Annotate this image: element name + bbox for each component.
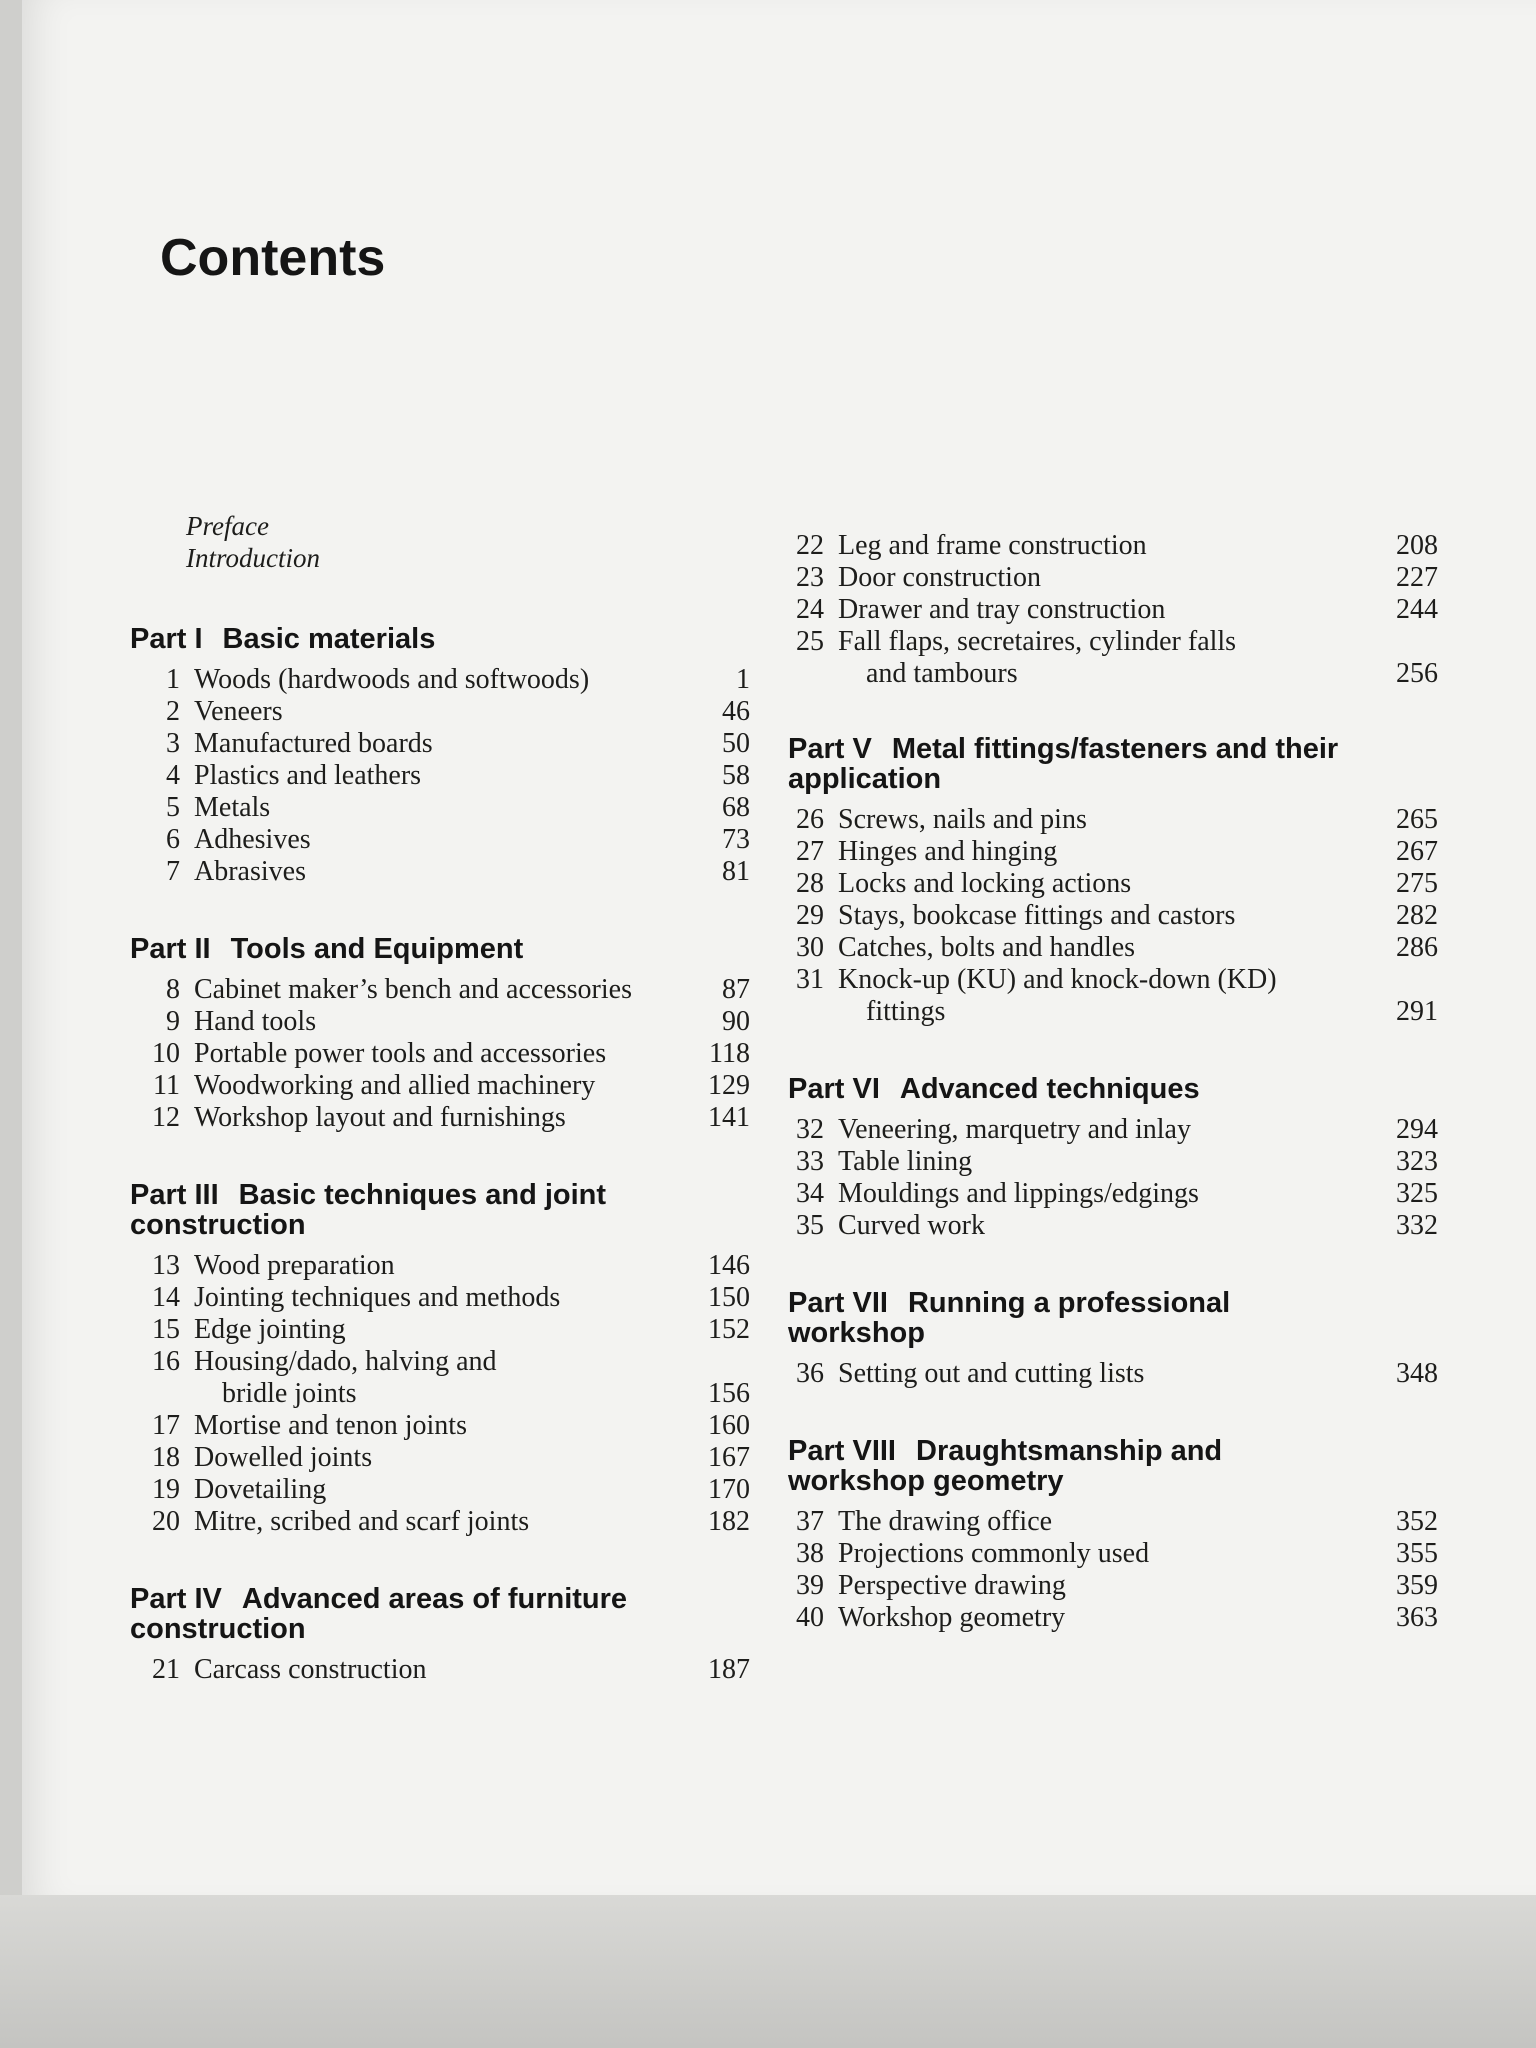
- page-number: 348: [1396, 1358, 1438, 1389]
- page-number: 265: [1396, 804, 1438, 835]
- chapter-number: 30: [796, 932, 824, 963]
- page-number: 359: [1396, 1570, 1438, 1601]
- chapter-entry: [130, 1474, 750, 1506]
- chapter-entry: [130, 760, 750, 792]
- part-label: Part II: [130, 933, 211, 965]
- part-section: [130, 1584, 750, 1686]
- part-title: Draughtsmanship and workshop geometry: [788, 1435, 1223, 1497]
- chapter-title: Leg and frame construction: [838, 530, 1147, 561]
- chapter-number: 37: [796, 1506, 824, 1537]
- chapter-title: Portable power tools and accessories: [194, 1038, 607, 1069]
- chapter-entry: [130, 728, 750, 760]
- chapter-title: [194, 1346, 670, 1410]
- chapter-number: 24: [796, 594, 824, 625]
- chapter-number: 31: [796, 964, 824, 995]
- chapter-entry: [130, 856, 750, 888]
- chapter-title: Table lining: [838, 1146, 973, 1177]
- chapter-title-continuation: fittings: [866, 996, 946, 1027]
- front-matter-preface: Preface: [186, 511, 269, 541]
- page-title: Contents: [160, 229, 386, 287]
- front-matter: [130, 510, 750, 582]
- chapter-number: 29: [796, 900, 824, 931]
- part-title: Metal fittings/fasteners and their application: [788, 733, 1339, 795]
- chapter-number: 23: [796, 562, 824, 593]
- chapter-number: 11: [153, 1070, 180, 1101]
- chapter-title: Dovetailing: [194, 1474, 327, 1505]
- chapter-entry: [130, 1070, 750, 1102]
- chapter-title: Mouldings and lippings/edgings: [838, 1178, 1199, 1209]
- chapter-number: 25: [796, 626, 824, 657]
- chapter-entry: [788, 1506, 1438, 1538]
- chapter-entry: [130, 696, 750, 728]
- chapter-title-continuation: and tambours: [866, 658, 1018, 689]
- chapter-number: 33: [796, 1146, 824, 1177]
- chapter-entry: [788, 1146, 1438, 1178]
- page-number: 160: [708, 1410, 750, 1441]
- part-heading: [788, 1288, 1328, 1348]
- page-number: 129: [708, 1070, 750, 1101]
- chapter-entry: [130, 1250, 750, 1282]
- page-number: 187: [708, 1654, 750, 1685]
- page-number: 286: [1396, 932, 1438, 963]
- chapter-title: Workshop layout and furnishings: [194, 1102, 566, 1133]
- chapter-title: Abrasives: [194, 856, 306, 887]
- part-label: Part IV: [130, 1583, 222, 1615]
- page-number: 90: [722, 1006, 750, 1037]
- chapter-title: Cabinet maker’s bench and accessories: [194, 974, 632, 1005]
- page-bottom-edge: [0, 1895, 1536, 2048]
- chapter-number: 12: [152, 1102, 180, 1133]
- part-title: Advanced techniques: [899, 1073, 1200, 1105]
- chapter-title: [838, 626, 1358, 690]
- book-page: [22, 0, 1536, 1900]
- chapter-number: 3: [166, 728, 180, 759]
- page-number: 146: [708, 1250, 750, 1281]
- page-number: 323: [1396, 1146, 1438, 1177]
- chapter-entry: [788, 1178, 1438, 1210]
- part-heading: [788, 1074, 1438, 1104]
- page-number: 170: [708, 1474, 750, 1505]
- chapter-entry: [788, 1114, 1438, 1146]
- page-number: 118: [709, 1038, 750, 1069]
- chapter-entry: [788, 626, 1438, 690]
- chapter-entry: [788, 1602, 1438, 1634]
- chapter-number: 7: [166, 856, 180, 887]
- part-label: Part VII: [788, 1287, 888, 1319]
- chapter-entry: [788, 868, 1438, 900]
- chapter-title: Jointing techniques and methods: [194, 1282, 561, 1313]
- chapter-title: Hinges and hinging: [838, 836, 1058, 867]
- chapter-number: 15: [152, 1314, 180, 1345]
- part-label: Part III: [130, 1179, 219, 1211]
- part-label: Part VI: [788, 1073, 880, 1105]
- chapter-list: [130, 664, 750, 888]
- chapter-number: 13: [152, 1250, 180, 1281]
- chapter-number: 32: [796, 1114, 824, 1145]
- chapter-title: Perspective drawing: [838, 1570, 1066, 1601]
- chapter-number: 27: [796, 836, 824, 867]
- chapter-title: [838, 964, 1358, 1028]
- page-number: 352: [1396, 1506, 1438, 1537]
- chapter-list: [788, 1358, 1438, 1390]
- chapter-entry: [130, 1654, 750, 1686]
- part-heading: [130, 624, 750, 654]
- chapter-title: Setting out and cutting lists: [838, 1358, 1145, 1389]
- chapter-number: 17: [152, 1410, 180, 1441]
- page-number: 87: [722, 974, 750, 1005]
- chapter-number: 26: [796, 804, 824, 835]
- chapter-entry: [130, 664, 750, 696]
- chapter-number: 6: [166, 824, 180, 855]
- chapter-list: [130, 974, 750, 1134]
- chapter-list: [130, 1654, 750, 1686]
- page-number: 332: [1396, 1210, 1438, 1241]
- page-number: 1: [736, 664, 750, 695]
- chapter-title: Woodworking and allied machinery: [194, 1070, 596, 1101]
- part-section: [788, 1288, 1438, 1390]
- chapter-title-line: Knock-up (KU) and knock-down (KD): [838, 964, 1277, 995]
- chapter-number: 22: [796, 530, 824, 561]
- chapter-entry: [788, 964, 1438, 1028]
- chapter-title: Plastics and leathers: [194, 760, 422, 791]
- chapter-entry: [130, 974, 750, 1006]
- part-heading: [788, 1436, 1348, 1496]
- chapter-title: Hand tools: [194, 1006, 317, 1037]
- chapter-entry: [788, 594, 1438, 626]
- chapter-number: 34: [796, 1178, 824, 1209]
- page-number: 73: [722, 824, 750, 855]
- chapter-entry: [130, 1006, 750, 1038]
- page-number: 267: [1396, 836, 1438, 867]
- chapter-title: Manufactured boards: [194, 728, 433, 759]
- page-number: 141: [708, 1102, 750, 1133]
- part-label: Part V: [788, 733, 872, 765]
- chapter-entry: [788, 562, 1438, 594]
- chapter-entry: [130, 1102, 750, 1134]
- page-number: 208: [1396, 530, 1438, 561]
- chapter-entry: [130, 1038, 750, 1070]
- chapter-number: 18: [152, 1442, 180, 1473]
- chapter-title: Projections commonly used: [838, 1538, 1150, 1569]
- part-section: [788, 734, 1438, 1028]
- chapter-number: 2: [166, 696, 180, 727]
- part-heading: [130, 1180, 670, 1240]
- part-section: [130, 934, 750, 1134]
- chapter-entry: [788, 1358, 1438, 1390]
- chapter-title-line: Fall flaps, secretaires, cylinder falls: [838, 626, 1237, 657]
- page-number: 58: [722, 760, 750, 791]
- part-title: Basic techniques and joint construction: [130, 1179, 607, 1241]
- chapter-list: [788, 804, 1438, 1028]
- page-number: 256: [1396, 658, 1438, 689]
- chapter-entry: [130, 1506, 750, 1538]
- chapter-title: Drawer and tray construction: [838, 594, 1166, 625]
- part-label: Part I: [130, 623, 203, 655]
- page-number: 81: [722, 856, 750, 887]
- chapter-title: Veneering, marquetry and inlay: [838, 1114, 1191, 1145]
- page-number: 227: [1396, 562, 1438, 593]
- page-number: 156: [708, 1378, 750, 1409]
- chapter-entry: [788, 530, 1438, 562]
- part-section: [788, 1436, 1438, 1634]
- chapter-title: The drawing office: [838, 1506, 1053, 1537]
- page-number: 50: [722, 728, 750, 759]
- part-section: [130, 624, 750, 888]
- chapter-title: Edge jointing: [194, 1314, 346, 1345]
- chapter-title-line: Housing/dado, halving and: [194, 1346, 497, 1377]
- part-title: Advanced areas of furniture construction: [130, 1583, 628, 1645]
- chapter-number: 19: [152, 1474, 180, 1505]
- chapter-number: 5: [166, 792, 180, 823]
- chapter-entry: [788, 900, 1438, 932]
- page-number: 363: [1396, 1602, 1438, 1633]
- chapter-entry: [130, 792, 750, 824]
- chapter-number: 1: [166, 664, 180, 695]
- contents-right-column: [788, 530, 1438, 1634]
- chapter-title: Veneers: [194, 696, 283, 727]
- contents-left-column: [130, 510, 750, 1686]
- chapter-entry: [788, 932, 1438, 964]
- chapter-title: Door construction: [838, 562, 1041, 593]
- chapter-entry: [130, 1410, 750, 1442]
- chapter-number: 4: [166, 760, 180, 791]
- show-through-text: [162, 70, 178, 132]
- chapter-title: Locks and locking actions: [838, 868, 1132, 899]
- page-number: 167: [708, 1442, 750, 1473]
- chapter-title: Catches, bolts and handles: [838, 932, 1136, 963]
- chapter-number: 20: [152, 1506, 180, 1537]
- page-number: 291: [1396, 996, 1438, 1027]
- chapter-title: Stays, bookcase fittings and castors: [838, 900, 1236, 931]
- chapter-number: 39: [796, 1570, 824, 1601]
- part-section: [788, 530, 1438, 690]
- part-section: [130, 1180, 750, 1538]
- chapter-title: Woods (hardwoods and softwoods): [194, 664, 590, 695]
- part-label: Part VIII: [788, 1435, 896, 1467]
- chapter-number: 21: [152, 1654, 180, 1685]
- chapter-number: 14: [152, 1282, 180, 1313]
- part-heading: [130, 934, 750, 964]
- page-number: 355: [1396, 1538, 1438, 1569]
- chapter-list: [130, 1250, 750, 1538]
- part-title: Running a professional workshop: [788, 1287, 1231, 1349]
- chapter-number: 36: [796, 1358, 824, 1389]
- page-number: 152: [708, 1314, 750, 1345]
- part-section: [788, 1074, 1438, 1242]
- chapter-entry: [130, 1442, 750, 1474]
- chapter-entry: [788, 836, 1438, 868]
- chapter-number: 16: [152, 1346, 180, 1377]
- chapter-number: 38: [796, 1538, 824, 1569]
- chapter-number: 28: [796, 868, 824, 899]
- chapter-entry: [788, 1538, 1438, 1570]
- chapter-title: Screws, nails and pins: [838, 804, 1087, 835]
- chapter-title: Dowelled joints: [194, 1442, 373, 1473]
- chapter-title: Adhesives: [194, 824, 311, 855]
- part-title: Basic materials: [222, 623, 436, 655]
- chapter-entry: [130, 1314, 750, 1346]
- chapter-number: 9: [166, 1006, 180, 1037]
- chapter-title: Curved work: [838, 1210, 985, 1241]
- page-number: 150: [708, 1282, 750, 1313]
- chapter-list: [788, 1506, 1438, 1634]
- part-title: Tools and Equipment: [230, 933, 524, 965]
- part-heading: [130, 1584, 710, 1644]
- chapter-number: 10: [152, 1038, 180, 1069]
- page-number: 182: [708, 1506, 750, 1537]
- page-number: 244: [1396, 594, 1438, 625]
- front-matter-introduction: Introduction: [186, 543, 320, 573]
- chapter-number: 40: [796, 1602, 824, 1633]
- chapter-title-continuation: bridle joints: [222, 1378, 357, 1409]
- chapter-number: 8: [166, 974, 180, 1005]
- part-heading: [788, 734, 1438, 794]
- chapter-title: Carcass construction: [194, 1654, 427, 1685]
- chapter-entry: [130, 1282, 750, 1314]
- chapter-list: [788, 1114, 1438, 1242]
- chapter-title: Workshop geometry: [838, 1602, 1066, 1633]
- page-number: 294: [1396, 1114, 1438, 1145]
- chapter-entry: [130, 824, 750, 856]
- chapter-entry: [788, 1210, 1438, 1242]
- chapter-list: [788, 530, 1438, 690]
- chapter-title: Mitre, scribed and scarf joints: [194, 1506, 530, 1537]
- chapter-number: 35: [796, 1210, 824, 1241]
- page-number: 275: [1396, 868, 1438, 899]
- page-number: 325: [1396, 1178, 1438, 1209]
- chapter-entry: [788, 804, 1438, 836]
- chapter-title: Wood preparation: [194, 1250, 395, 1281]
- chapter-entry: [130, 1346, 750, 1410]
- chapter-title: Metals: [194, 792, 271, 823]
- chapter-title: Mortise and tenon joints: [194, 1410, 467, 1441]
- page-number: 68: [722, 792, 750, 823]
- page-number: 46: [722, 696, 750, 727]
- chapter-entry: [788, 1570, 1438, 1602]
- page-number: 282: [1396, 900, 1438, 931]
